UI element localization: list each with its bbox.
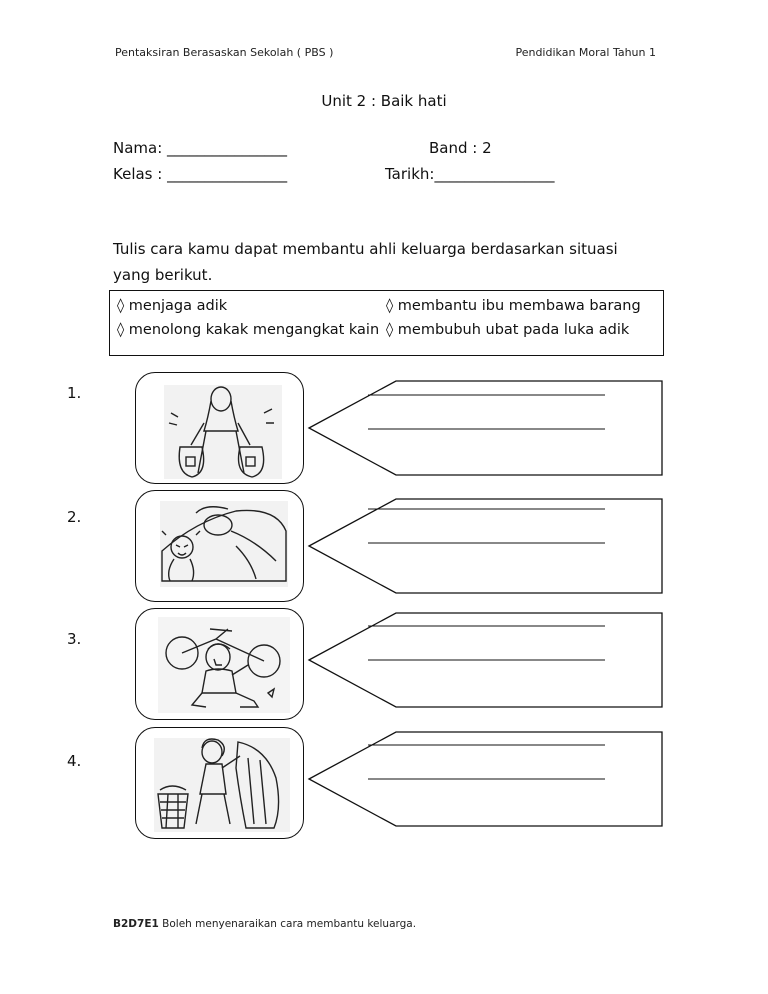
option-item: ◊ menolong kakak mengangkat kain xyxy=(117,322,380,338)
answer-arrow-box[interactable] xyxy=(308,731,664,827)
instruction-text: Tulis cara kamu dapat membantu ahli keluarga berdasarkan situasi yang berikut. xyxy=(113,240,618,284)
footer-text: Boleh menyenaraikan cara membantu keluarga. xyxy=(162,918,417,930)
answer-arrow-box[interactable] xyxy=(308,612,664,708)
option-item: ◊ membubuh ubat pada luka adik xyxy=(386,322,630,338)
option-item: ◊ membantu ibu membawa barang xyxy=(386,298,641,314)
date-field[interactable]: Tarikh:________________ xyxy=(385,165,555,183)
class-field[interactable]: Kelas : ________________ xyxy=(113,165,288,183)
question-number: 2. xyxy=(67,508,82,526)
answer-options-box xyxy=(109,290,664,356)
answer-arrow-box[interactable] xyxy=(308,498,664,594)
footer-standard xyxy=(113,918,416,930)
footer-code: B2D7E1 xyxy=(113,918,159,930)
name-field[interactable]: Nama: ________________ xyxy=(113,139,288,157)
picture-crying-baby-by-sleeping-mother xyxy=(135,490,304,602)
band-label: Band : 2 xyxy=(429,139,492,157)
picture-child-fallen-from-bicycle xyxy=(135,608,304,720)
header-school-assessment: Pentaksiran Berasaskan Sekolah ( PBS ) xyxy=(115,46,334,59)
page-title: Unit 2 : Baik hati xyxy=(321,92,447,110)
picture-mother-carrying-bags xyxy=(135,372,304,484)
question-number: 1. xyxy=(67,384,82,402)
question-number: 3. xyxy=(67,630,82,648)
option-item: ◊ menjaga adik xyxy=(117,298,228,314)
question-number: 4. xyxy=(67,752,82,770)
header-subject: Pendidikan Moral Tahun 1 xyxy=(515,46,656,59)
answer-arrow-box[interactable] xyxy=(308,380,664,476)
picture-girl-lifting-laundry xyxy=(135,727,304,839)
